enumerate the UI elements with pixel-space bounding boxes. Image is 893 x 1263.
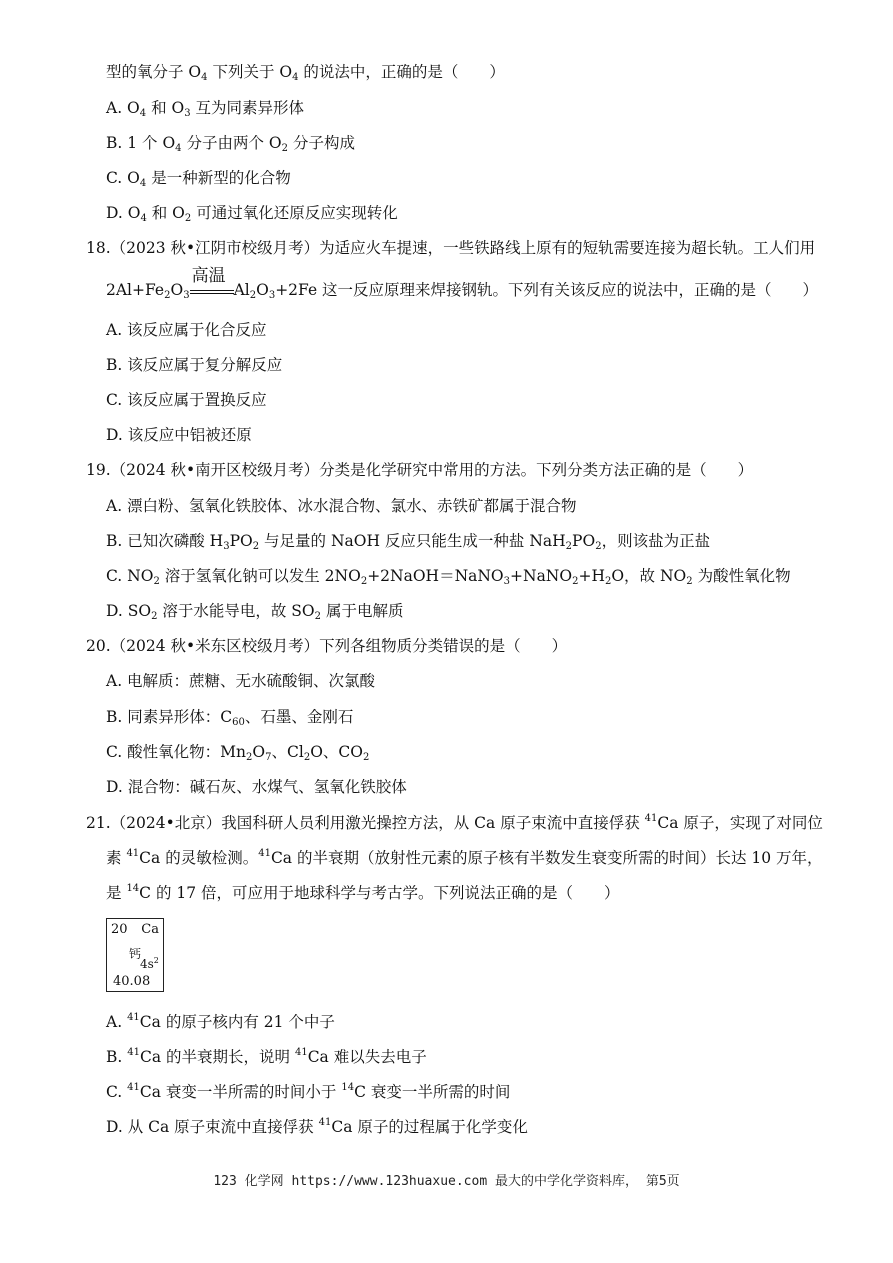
q21-option-c: C. $^{41}$Ca 衰变一半所需的时间小于 $^{14}$C 衰变一半所需的时间 [106,1082,511,1101]
q20-option-a: A. 电解质：蔗糖、无水硫酸铜、次氯酸 [106,672,376,690]
q18-option-a: A. 该反应属于化合反应 [106,321,267,339]
q17-option-d: D. $O_4$ 和 $O_2$ 可通过氧化还原反应实现转化 [106,204,398,224]
q17-stem: 型的氧分子 $O_4$ 下列关于 $O_4$ 的说法中，正确的是（ ） [106,63,505,83]
q20-stem: 20.（2024 秋•米东区校级月考）下列各组物质分类错误的是（ ） [86,637,568,655]
q21-stem-line3: 是 $^{14}$C 的 17 倍，可应用于地球科学与考古学。下列说法正确的是（ ） [106,883,620,902]
q18-option-d: D. 该反应中铝被还原 [106,426,252,444]
q18-stem: 18.（2023 秋•江阴市校级月考）为适应火车提速，一些铁路线上原有的短轨需要连接为超长轨。工人们用 [86,239,816,257]
q17-option-b: B. 1 个 $O_4$ 分子由两个 $O_2$ 分子构成 [106,134,355,154]
q18-option-c: C. 该反应属于置换反应 [106,391,267,409]
page-footer: 123 化学网 https://www.123huaxue.com 最大的中学化学资料库， 第5页 [213,1174,680,1189]
q17-option-a: A. $O_4$ 和 $O_3$ 互为同素异形体 [106,99,305,119]
q20-option-b: B. 同素异形体：$C_{60}$、石墨、金刚石 [106,708,354,728]
reaction-condition: 高温 [191,266,226,286]
q19-stem: 19.（2024 秋•南开区校级月考）分类是化学研究中常用的方法。下列分类方法正确的是（ ） [86,461,754,479]
q19-option-d: D. $SO_2$ 溶于水能导电，故 $SO_2$ 属于电解质 [106,602,404,622]
element-card-calcium [106,918,164,992]
q17-option-c: C. $O_4$ 是一种新型的化合物 [106,169,291,189]
q21-stem-line2: 素 $^{41}$Ca 的灵敏检测。$^{41}$Ca 的半衰期（放射性元素的原子核有半数发生衰变所需的时间）长达 10 万年， [106,848,823,867]
element-atomic-number: 20 [111,922,128,937]
q21-stem-line1: 21.（2024•北京）我国科研人员利用激光操控方法，从 Ca 原子束流中直接俘获 $^{41}$Ca 原子，实现了对同位 [86,813,823,832]
q18-equation: $2Al+Fe_2O_3$ 高温 $Al_2O_3+2Fe$ 这一反应原理来焊接钢轨。下列有关该反应的说法中，正确的是（ ） [106,266,819,301]
q19-option-c: C. $NO_2$ 溶于氢氧化钠可以发生 $2NO_2+2NaOH=NaNO_3+NaNO_2+H_2O$，故 $NO_2$ 为酸性氧化物 [106,567,791,587]
q18-option-b: B. 该反应属于复分解反应 [106,356,283,374]
q19-option-b: B. 已知次磷酸 $H_3PO_2$ 与足量的 NaOH 反应只能生成一种盐 $NaH_2PO_2$，则该盐为正盐 [106,532,711,552]
element-name: 钙 [129,947,142,961]
element-symbol: Ca [141,922,159,937]
q20-option-d: D. 混合物：碱石灰、水煤气、氢氧化铁胶体 [106,778,407,796]
element-electron-config: $4s^2$ [140,956,159,971]
reaction-arrow [190,266,234,300]
q20-option-c: C. 酸性氧化物：$Mn_2O_7$、$Cl_2O$、$CO_2$ [106,743,370,763]
q21-option-d: D. 从 Ca 原子束流中直接俘获 $^{41}$Ca 原子的过程属于化学变化 [106,1117,528,1136]
q21-option-b: B. $^{41}$Ca 的半衰期长，说明 $^{41}$Ca 难以失去电子 [106,1047,427,1066]
q19-option-a: A. 漂白粉、氢氧化铁胶体、冰水混合物、氯水、赤铁矿都属于混合物 [106,497,577,515]
q21-option-a: A. $^{41}$Ca 的原子核内有 21 个中子 [106,1012,335,1031]
element-atomic-mass: 40.08 [113,974,151,989]
